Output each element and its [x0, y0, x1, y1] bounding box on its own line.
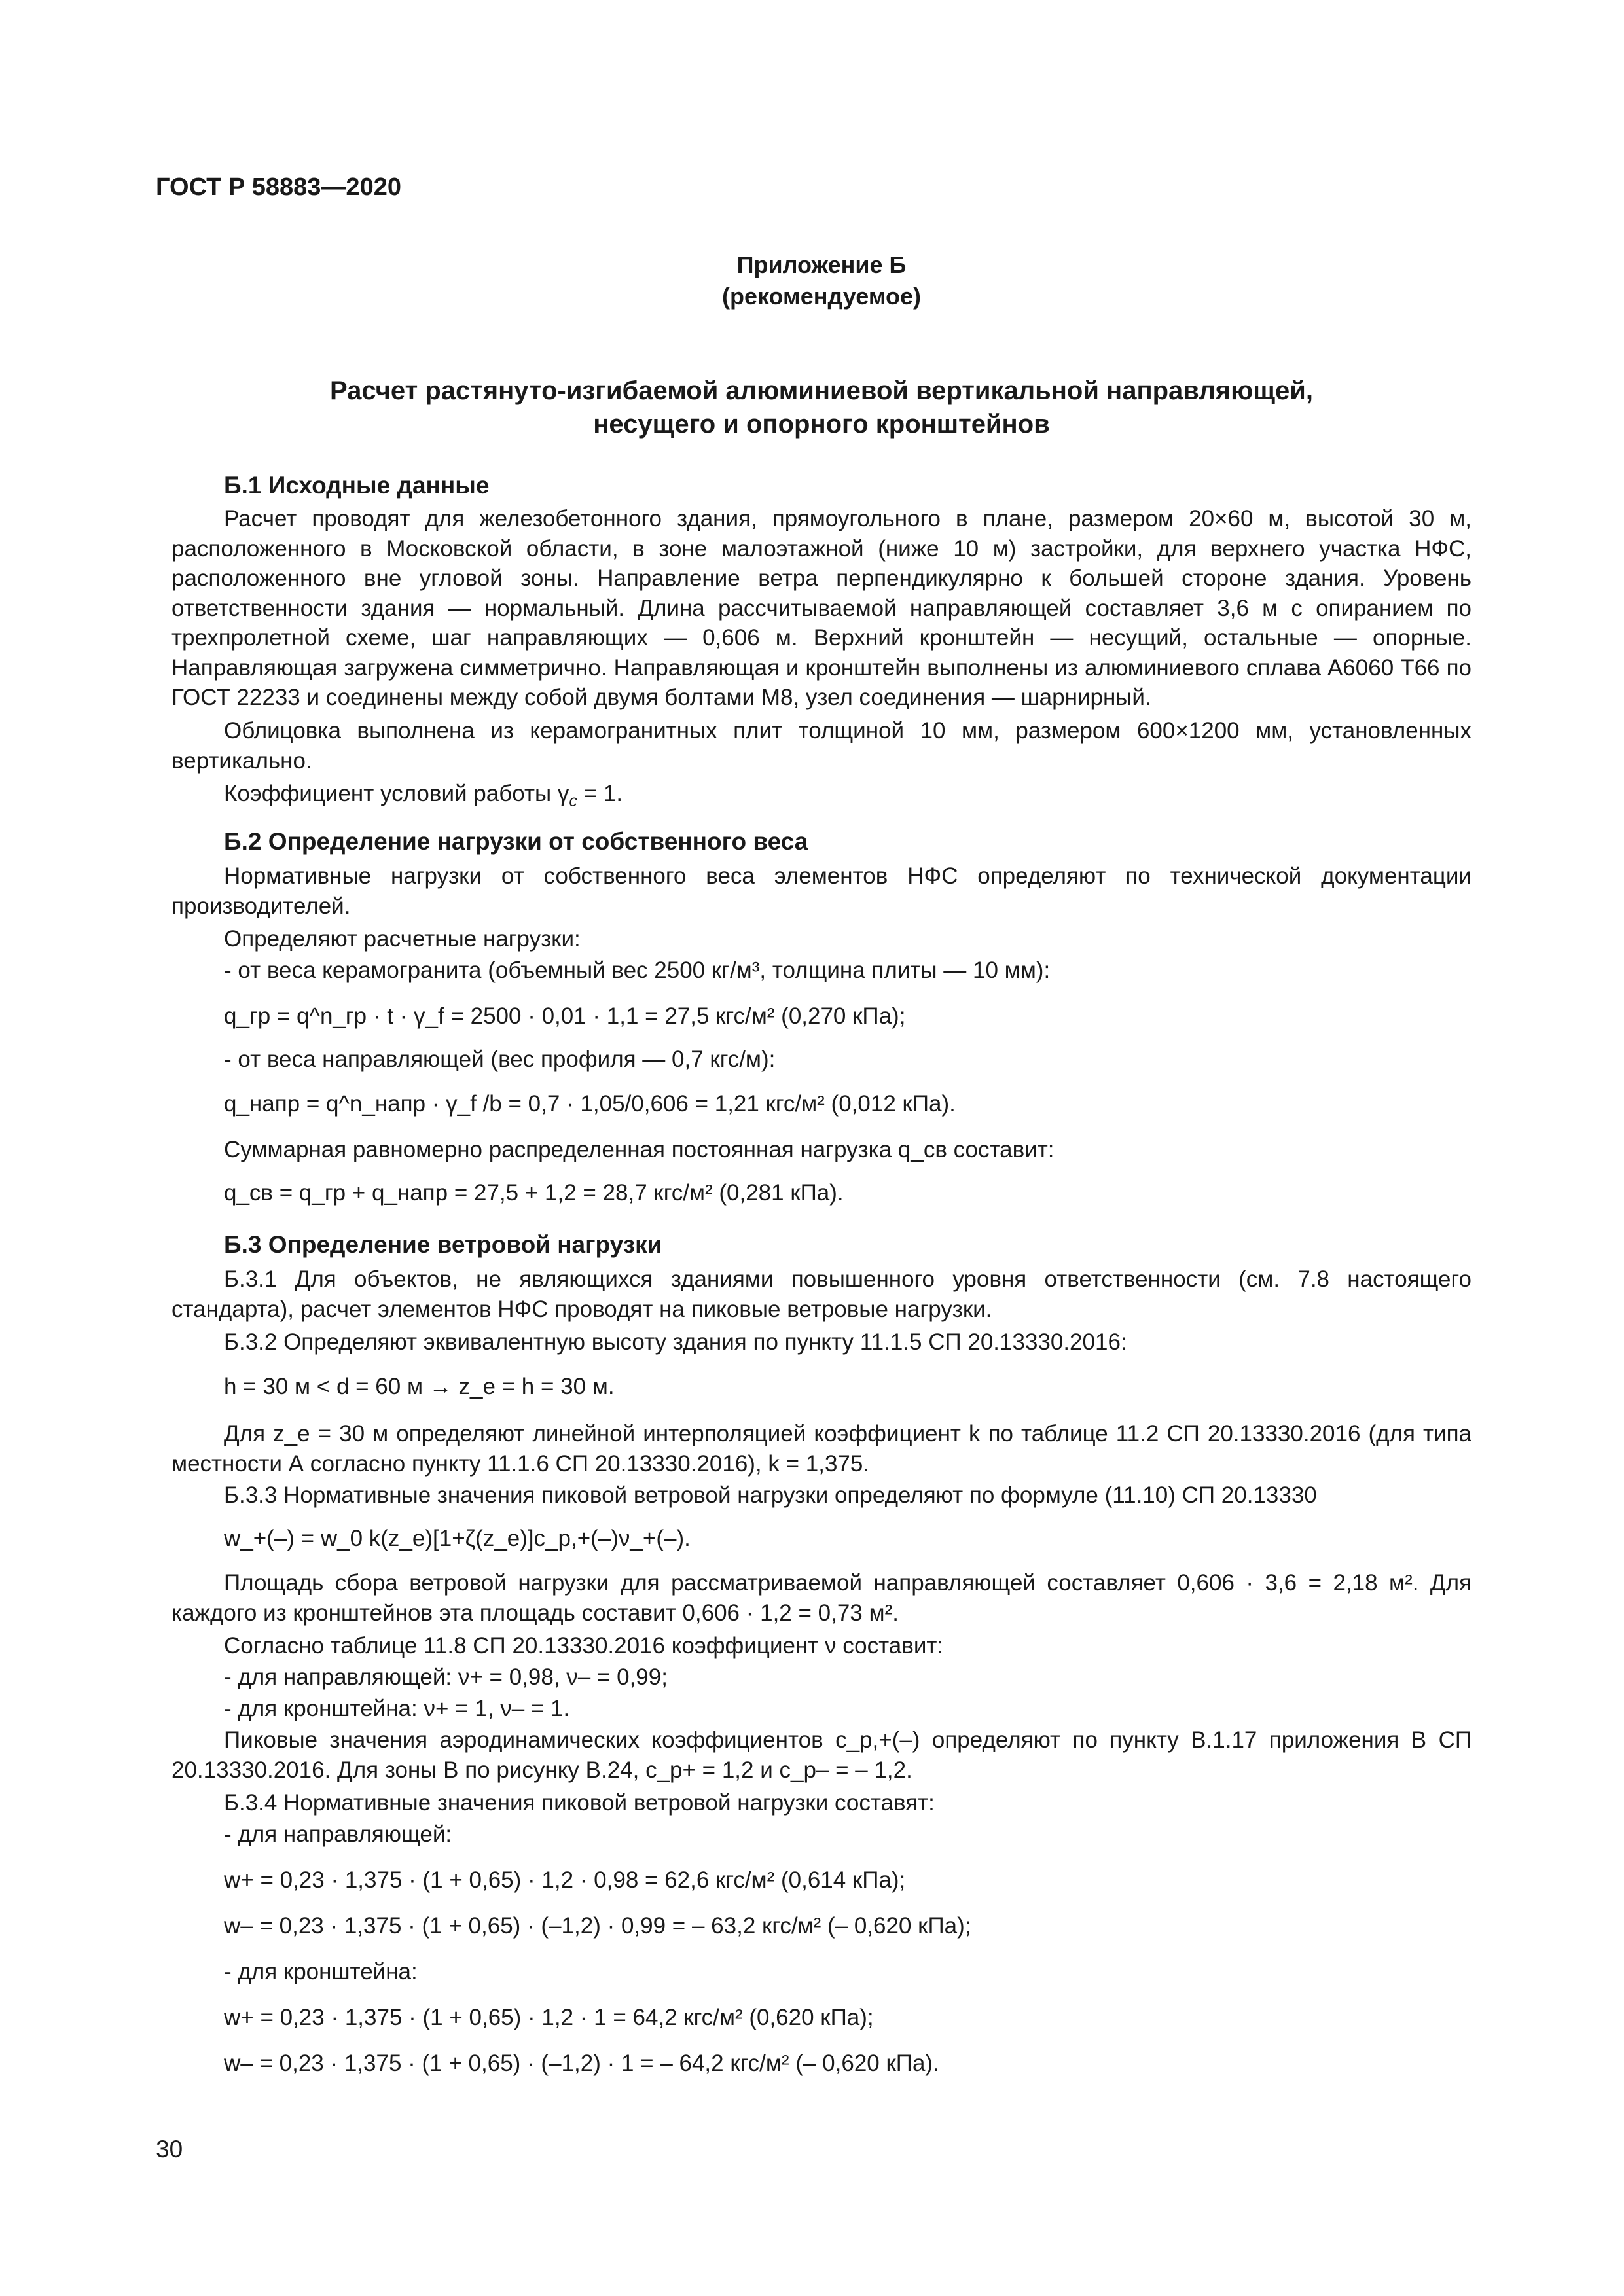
section-b1-heading: Б.1 Исходные данные — [224, 472, 490, 499]
section-b3-paragraph-7: Пиковые значения аэродинамических коэффициентов c_p,+(–) определяют по пункту В.1.17 приложения В СП 20.13330.2016. Для зоны В по рисунку В.24, c_p+ = 1,2 и c_p– = – 1,2. — [171, 1727, 1471, 1783]
formula-w-plus-bracket: w+ = 0,23 · 1,375 · (1 + 0,65) · 1,2 · 1 = 64,2 кгс/м² (0,620 кПа); — [224, 2005, 874, 2030]
formula-w-minus-bracket: w– = 0,23 · 1,375 · (1 + 0,65) · (–1,2) · 1 = – 64,2 кгс/м² (– 0,620 кПа). — [224, 2051, 939, 2076]
page-number: 30 — [156, 2136, 183, 2162]
appendix-label: Приложение Б — [736, 251, 907, 278]
section-b3-paragraph-5: Площадь сбора ветровой нагрузки для рассматриваемой направляющей составляет 0,606 · 3,6 = 2,18 м². Для каждого из кронштейнов эта площадь составит 0,606 · 1,2 = 0,73 м². — [171, 1570, 1471, 1626]
standard-header: ГОСТ Р 58883—2020 — [156, 173, 401, 201]
section-b3-item-1: - для направляющей: ν+ = 0,98, ν– = 0,99; — [224, 1664, 668, 1690]
section-b2-paragraph-3: Суммарная равномерно распределенная постоянная нагрузка q_св составит: — [224, 1137, 1055, 1162]
appendix-type: (рекомендуемое) — [722, 283, 921, 310]
section-b3-paragraph-1: Б.3.1 Для объектов, не являющихся зданиями повышенного уровня ответственности (см. 7.8 настоящего стандарта), расчет элементов НФС проводят на пиковые ветровые нагрузки. — [171, 1266, 1471, 1322]
formula-q-napr: q_напр = q^n_напр · γ_f /b = 0,7 · 1,05/0,606 = 1,21 кгс/м² (0,012 кПа). — [224, 1091, 956, 1117]
section-b1-paragraph-3-text: Коэффициент условий работы γ — [224, 781, 569, 806]
section-b3-paragraph-4: Б.3.3 Нормативные значения пиковой ветровой нагрузки определяют по формуле (11.10) СП 20.13330 — [224, 1482, 1317, 1508]
section-b3-paragraph-8: Б.3.4 Нормативные значения пиковой ветровой нагрузки составят: — [224, 1790, 935, 1816]
section-b3-item-4: - для кронштейна: — [224, 1959, 418, 1984]
formula-equivalent-height: h = 30 м < d = 60 м → z_e = h = 30 м. — [224, 1374, 615, 1399]
formula-w-minus-guide: w– = 0,23 · 1,375 · (1 + 0,65) · (–1,2) · 0,99 = – 63,2 кгс/м² (– 0,620 кПа); — [224, 1913, 971, 1939]
section-b3-paragraph-6: Согласно таблице 11.8 СП 20.13330.2016 коэффициент ν составит: — [224, 1633, 944, 1659]
section-b1-paragraph-3 — [171, 779, 1471, 812]
section-b2-paragraph-2: Определяют расчетные нагрузки: — [224, 926, 581, 952]
section-b3-paragraph-3: Для z_e = 30 м определяют линейной интерполяцией коэффициент k по таблице 11.2 СП 20.13330.2016 (для типа местности А согласно пункту 11.1.6 СП 20.13330.2016), k = 1,375. — [171, 1421, 1471, 1477]
section-b2-item-2: - от веса направляющей (вес профиля — 0,7 кгс/м): — [224, 1047, 776, 1072]
section-b2-item-1: - от веса керамогранита (объемный вес 2500 кг/м³, толщина плиты — 10 мм): — [224, 958, 1051, 983]
formula-q-gr: q_гр = q^n_гр · t · γ_f = 2500 · 0,01 · 1,1 = 27,5 кгс/м² (0,270 кПа); — [224, 1003, 906, 1029]
appendix-title-line-2: несущего и опорного кронштейнов — [593, 410, 1050, 439]
formula-peak-wind-load: w_+(–) = w_0 k(z_e)[1+ζ(z_e)]c_p,+(–)ν_+(–). — [224, 1526, 691, 1551]
section-b1-paragraph-2: Облицовка выполнена из керамогранитных плит толщиной 10 мм, размером 600×1200 мм, установленных вертикально. — [171, 718, 1471, 774]
formula-q-sv: q_св = q_гр + q_напр = 27,5 + 1,2 = 28,7 кгс/м² (0,281 кПа). — [224, 1180, 844, 1206]
gamma-c-subscript: c — [569, 792, 577, 810]
section-b2-paragraph-1: Нормативные нагрузки от собственного веса элементов НФС определяют по технической документации производителей. — [171, 863, 1471, 919]
formula-w-plus-guide: w+ = 0,23 · 1,375 · (1 + 0,65) · 1,2 · 0,98 = 62,6 кгс/м² (0,614 кПа); — [224, 1867, 906, 1893]
section-b3-item-3: - для направляющей: — [224, 1821, 452, 1847]
section-b1-paragraph-3-suffix: = 1. — [577, 781, 623, 806]
section-b3-paragraph-2: Б.3.2 Определяют эквивалентную высоту здания по пункту 11.1.5 СП 20.13330.2016: — [224, 1329, 1127, 1355]
section-b3-item-2: - для кронштейна: ν+ = 1, ν– = 1. — [224, 1696, 570, 1721]
appendix-title-line-1: Расчет растянуто-изгибаемой алюминиевой вертикальной направляющей, — [330, 376, 1313, 405]
section-b2-heading: Б.2 Определение нагрузки от собственного веса — [224, 828, 808, 855]
appendix-title — [171, 374, 1471, 441]
section-b1-paragraph-1: Расчет проводят для железобетонного здания, прямоугольного в плане, размером 20×60 м, высотой 30 м, расположенного в Московской области, в зоне малоэтажной (ниже 10 м) застройки, для верхнего участка НФС, расположенного вне угловой зоны. Направление ветра перпендикулярно к большей стороне здания. Уровень ответственности здания — нормальный. Длина рассчитываемой направляющей составляет 3,6 м с опиранием по трехпролетной схеме, шаг направляющих — 0,606 м. Верхний кронштейн — несущий, остальные — опорные. Направляющая загружена симметрично. Направляющая и кронштейн выполнены из алюминиевого сплава А6060 Т66 по ГОСТ 22233 и соединены между собой двумя болтами М8, узел соединения — шарнирный. — [171, 506, 1471, 710]
section-b3-heading: Б.3 Определение ветровой нагрузки — [224, 1231, 662, 1258]
